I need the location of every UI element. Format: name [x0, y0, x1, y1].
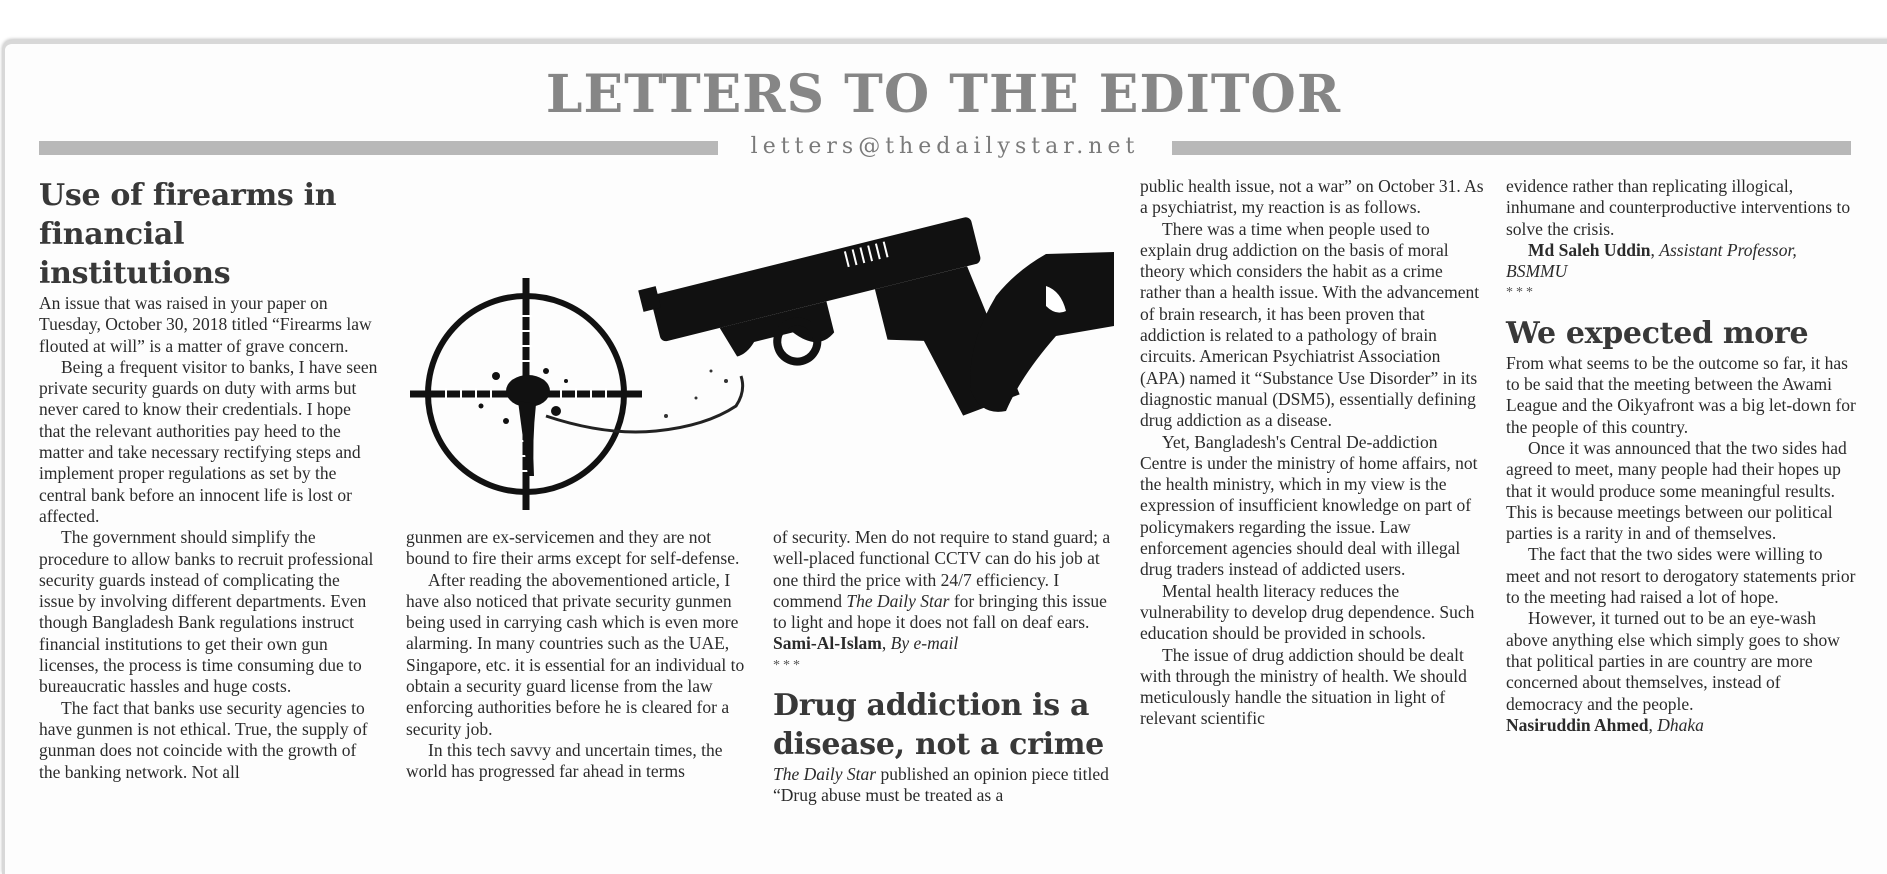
letter1-paragraph: After reading the abovementioned article, I have also noticed that private security gunmen being used in carrying cash which is even more alarming. In many countries such as the UAE, Singapore, etc. it is essential for an individual to obtain a security guard license from the law enforcing authorities before he is cleared for a security job.	[406, 569, 745, 739]
letter1-text: of security. Men do not require to stand guard; a well-placed functional CCTV can do his job at one third the price with 24/7 efficiency. I commend	[773, 527, 1111, 611]
letter2-paragraph: Mental health literacy reduces the vulnerability to develop drug dependence. Such education should be provided in schools.	[1140, 580, 1475, 644]
publication-name: The Daily Star	[846, 590, 950, 611]
letter3-author: Nasiruddin Ahmed	[1506, 714, 1649, 735]
letter1-paragraph	[773, 527, 1118, 633]
letter3-paragraph: Once it was announced that the two sides had agreed to meet, many people had their hopes up that it would produce some meaningful results. This is because meetings between our political parties is a rarity in and of themselves.	[1506, 437, 1847, 544]
publication-name: The Daily Star	[773, 764, 877, 785]
letter3-affiliation: Dhaka	[1657, 714, 1704, 735]
letter2-paragraph: The issue of drug addiction should be dealt with through the ministry of health. We should meticulously handle the situation in light of relevant scientific	[1140, 644, 1467, 729]
letter2-signature	[1506, 240, 1856, 283]
letter3-headline: We expected more	[1506, 315, 1809, 351]
letter1-paragraph: gunmen are ex-servicemen and they are not bound to fire their arms except for self-defense.	[406, 527, 740, 569]
letter2-paragraph: evidence rather than replicating illogical, inhumane and counterproductive interventions to solve the crisis.	[1506, 176, 1851, 239]
letter2-paragraph: There was a time when people used to explain drug addiction on the basis of moral theory which considers the habit as a crime rather than a health issue. With the advancement of brain research, it has been proven that addiction is related to a pathology of brain circuits. American Psychiatrist Association (APA) named it “Substance Use Disorder” in its diagnostic manual (DSM5), essentially defining drug addiction as a disease.	[1140, 218, 1480, 431]
letter3-paragraph: From what seems to be the outcome so far, it has to be said that the meeting between the Awami League and the Oikyafront was a big let-down for the people of this country.	[1506, 352, 1856, 437]
letter2-text: published an opinion piece titled “Drug abuse must be treated as a	[773, 764, 1109, 806]
signature-separator: ,	[1650, 239, 1660, 260]
spacer	[1506, 304, 1856, 314]
letter2-paragraph: Yet, Bangladesh's Central De-addiction Centre is under the ministry of home affairs, not the health ministry, which in my view is the expression of insufficient knowledge on part of policymakers regarding the issue. Law enforcement agencies should deal with illegal drug traders instead of addicted users.	[1140, 431, 1478, 580]
letter1-text: for bringing this issue to light and hope it does not fall on deaf ears.	[773, 590, 1107, 633]
separator-stars: ***	[773, 657, 803, 673]
column-5	[1506, 176, 1856, 736]
letter1-affiliation: By e-mail	[890, 633, 959, 654]
letter1-paragraph: The fact that banks use security agencies to have gunmen is not ethical. True, the supply of gunman does not coincide with the growth of the banking network. Not all	[39, 697, 368, 782]
letter1-signature	[773, 633, 1118, 654]
separator-stars: ***	[1506, 285, 1536, 301]
letter2-paragraph: public health issue, not a war” on October 31. As a psychiatrist, my reaction is as follows.	[1140, 176, 1484, 218]
letter2-affiliation: Assistant Professor, BSMMU	[1506, 239, 1797, 282]
signature-separator: ,	[881, 633, 891, 654]
gun-crosshair-illustration	[406, 176, 1114, 516]
letter1-paragraph: In this tech savvy and uncertain times, the world has progressed far ahead in terms	[406, 739, 723, 782]
header-rule-right	[1172, 141, 1851, 155]
column-4	[1140, 176, 1485, 730]
column-2	[406, 527, 751, 783]
letter2-headline-line1: Drug addiction is a	[773, 688, 1090, 724]
letter2-author: Md Saleh Uddin	[1528, 239, 1651, 260]
signature-separator: ,	[1648, 714, 1658, 735]
letter1-author: Sami-Al-Islam	[773, 633, 882, 654]
gun-crosshair-icon	[406, 176, 1114, 516]
letter1-paragraph: Being a frequent visitor to banks, I have seen private security guards on duty with arms but never cared to know their credentials. I hope that the relevant authorities pay heed to the matter and take necessary rectifying steps and implement proper regulations as set by the central bank before an innocent life is lost or affected.	[39, 356, 378, 526]
column-3	[773, 527, 1118, 807]
letter1-headline-line1: Use of firearms in	[39, 178, 337, 213]
letter3-signature	[1506, 715, 1856, 736]
page-title: LETTERS TO THE EDITOR	[545, 64, 1342, 125]
letter1-paragraph: An issue that was raised in your paper on Tuesday, October 30, 2018 titled “Firearms law flouted at will” is a matter of grave concern.	[39, 293, 372, 356]
column-1	[39, 176, 379, 783]
letter3-paragraph: However, it turned out to be an eye-wash above anything else which simply goes to show that political parties in are country are more concerned about themselves, instead of democracy and the people.	[1506, 608, 1840, 714]
spacer	[773, 676, 1118, 686]
letter2-headline	[773, 686, 1118, 764]
letter2-paragraph	[773, 764, 1118, 807]
letter1-paragraph: The government should simplify the procedure to allow banks to recruit professional security guards instead of complicating the issue by involving different departments. Even though Bangladesh Bank regulations instruct financial institutions to get their own gun licenses, the process is time consuming due to bureaucratic hassles and huge costs.	[39, 527, 374, 697]
header-rule-left	[39, 141, 718, 155]
letter1-headline	[39, 176, 379, 293]
editor-email: letters@thedailystar.net	[750, 134, 1140, 159]
letter3-paragraph: The fact that the two sides were willing to meet and not resort to derogatory statements prior to the meeting had raised a lot of hope.	[1506, 544, 1856, 608]
letter2-headline-line2: disease, not a crime	[773, 727, 1104, 763]
letter1-headline-line2: financial institutions	[39, 217, 231, 291]
